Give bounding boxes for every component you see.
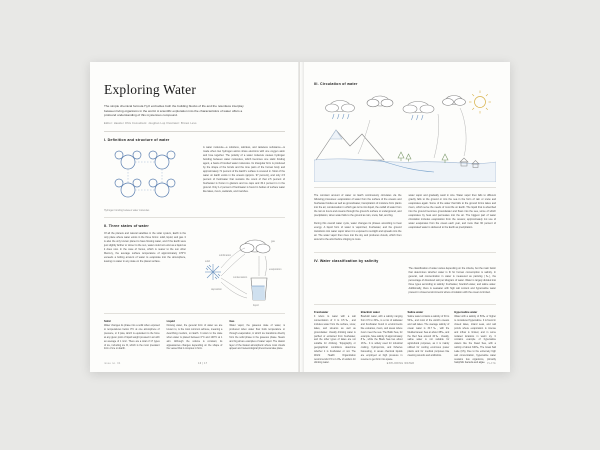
circulation-column-2 <box>409 194 497 247</box>
section-heading-salinity: IV. Water classification by salinity <box>314 258 379 263</box>
definition-figure-column <box>104 146 196 212</box>
terrain-shape <box>314 159 496 182</box>
footer-plate: PLATE <box>487 362 496 365</box>
state-title-gas: Gas <box>229 319 235 323</box>
sun-icon <box>469 91 491 114</box>
salinity-text-brackish: Brackish water, with a salinity ranging from 0.5 to 30‰, is a mix of saltwater and freshwater found in environments like estuaries, rivers, and areas where rivers meet the sea. The Baltic Sea, for example, have salinity of approximately 8‰, while the Black Sea lies about 18‰. It is widely used for industrial cooling, hydroponics, and fisheries harvesting, in areas chemical liquids are employed at high pressure in reverse to get form into space. <box>360 315 403 361</box>
figure-caption-molecule: Hydrogen bonding between water molecules <box>104 209 150 212</box>
cycle-arrows <box>358 108 466 158</box>
rain-icon <box>333 114 424 120</box>
section-heading-circulation: III. Circulation of water <box>314 82 358 86</box>
three-states-text-column <box>104 232 186 308</box>
salinity-title-hypersaline: Hypersaline water <box>454 310 478 314</box>
state-column-gas <box>229 320 285 354</box>
article-byline: Editor: Hassler Ohls Consultant: Joughan Lup Illustrator: Brown Levs <box>104 121 197 125</box>
salinity-text-saline: Saline water contains a salinity of 30 to 50‰, and most of the world's oceans and salt lakes. The average salinity of ocean water is 34.7‰, with the Mediterranean Sea at about 38‰, and the Red Sea around 40‰. Usually, saline water is not suitable for agricultural purposes, as it is mainly utilized for cooling enormous power plants and for medical purposes like cleaning wounds and antibiotics. <box>407 315 450 357</box>
salinity-lead-row <box>314 267 496 299</box>
cloud-icon-group <box>326 96 466 114</box>
section-heading-three-states: II. Three states of water <box>104 223 149 228</box>
salinity-lead-spacer <box>314 267 402 299</box>
definition-text-column <box>203 146 285 212</box>
circulation-paragraph-3: water vapor and gradually swell in size. Water vapor then falls to different gravity falls to the ground or into the sea in the form of rain or snow and evaporates again. Some of the water that falls to the ground forms lakes and rivers, which serve the needs of most life on Earth. The liquid that is absorbed into the ground becomes groundwater and flows into the sea, some of which evaporates by heat and permeates into the air. The biggest part of water circulation includes evaporation from the oceans; approximately 1st use of water evaporates from the ocean each year, and more than 90 percent of evaporated water is delivered to the Earth as precipitation. <box>408 194 496 230</box>
right-footer <box>314 362 496 365</box>
water-cycle-svg <box>314 90 496 182</box>
phase-diagram-svg <box>193 232 285 308</box>
magazine-spread <box>90 62 510 372</box>
left-footer <box>104 362 285 365</box>
salinity-title-saline: Saline water <box>407 310 424 314</box>
label-condensation: condensation <box>233 275 248 279</box>
circulation-paragraph-2: During this overall water cycle, water changes its phases according to heat energy. A liquid form of water is vaporized, freshwater, and the ground transitions into water vapor when it is exposed to sunlight and spreads into the air. The water vapor then rises into the sky and produces clouds, which then around to the wind before clinging to more <box>314 222 402 242</box>
molecule-diagram-svg <box>104 146 196 208</box>
label-deposition: deposition <box>211 287 222 291</box>
right-page <box>300 62 510 372</box>
state-title-liquid: Liquid <box>166 319 175 323</box>
state-text-solid: Water changes its phase into a solid when exposed to temperatures below 0°C at one atmosphere of pressure, or 0 psia, which is equivalent to the force at any given point of liquid weight pressed in air with an average of 1 mm². There are a total of 17 types of ice, including ice Ih, which is the most prevalent form of ice on Earth. <box>104 324 160 351</box>
footer-page-numbers: 16 | 17 <box>198 362 208 365</box>
salinity-text-freshwater: It refers to water with a salt concentration of 0 to 0.5‰, and includes water from the surface, snow, lakes, and streams as well as groundwater. Usually drinking water is purified or extracted from freshwater, and the other types of lakes are not suitable for drinking. Topography or geographical conditions determine whether it is freshwater or not. The World Health Organization recommends 0.5 to 1.0‰ of sodium for drinking water. <box>314 315 356 365</box>
divider-3 <box>104 313 285 314</box>
tree-icon-group <box>398 152 448 163</box>
salinity-text-hypersaline: Water with a salinity of 50‰ or higher is considered hypersaline. It is found in closed lakes, inland seas, and salt ponds where evaporation is intense and inflow is limited, and in some isolated locations in warm icy. It contains example of hypersaline waters like the Dead Sea, with a salinity of about 340‰, The Great Salt Lake (US), Due to the extremely high salt concentration, hypersaline water sustains few organisms, primarily halophilic bacteria and algae. <box>454 315 496 365</box>
salinity-title-brackish: Brackish water <box>360 310 380 314</box>
page-title: Exploring Water <box>104 82 197 97</box>
article-deck: The simple chemical formula H₂O embodies both the building blocks of life and the relentless interplay between living organisms in the world. A scientific exploration into the characteristics of water offers a profound understanding of this mysterious compound. <box>104 104 244 118</box>
salinity-column-saline <box>408 311 450 368</box>
label-solid: solid <box>205 259 210 263</box>
three-states-paragraph: Of all the planets and natural satellites in the solar system, Earth is the only place where water exists in the three forms: solid, liquid, and gas. It is also the only known planet to have flowing water, and if the Earth were just slightly farther or closer to the sun, water could not exist as a liquid as it does now. In the case of Venus, which is nearer to the sun other Mercury, the average surface temperature of approximately 470°C exceeds a boiling amount of water to evaporate into the atmosphere, leaving no water in any state on the planet surface. <box>104 231 186 264</box>
state-text-liquid: Flowing water, the general form of water we are known to, is the most common achieve, meaning a describing medium, on Earth. It refers to the state when water is placed between 0°C and 100°C at 1 atm. Although the volume is constant, its appearances changes depending on the shape of the vessel that it occupies in form. <box>166 324 223 351</box>
circulation-paragraph-1: The constant amount of water on Earth continuously circulates via the following processes: evaporation of water from the surface of the oceans and freshwater bodies as well as groundwater, transpiration of moisture from plants into the air, condensation in which gas turns into liquid, the outfall of water from the rain to rivers and oceans through the ground's surface or underground, and precipitation, when water falls to the ground as rain, snow, hail, and fog. <box>314 194 402 218</box>
water-cycle-figure <box>314 90 496 182</box>
circulation-columns <box>314 194 496 247</box>
divider-r3 <box>314 304 496 305</box>
salinity-column-freshwater <box>314 311 356 368</box>
salinity-lead-column <box>409 267 497 299</box>
label-evaporation: evaporation <box>269 267 282 271</box>
circulation-column-1 <box>314 194 402 247</box>
label-liquid: liquid <box>253 303 259 307</box>
divider <box>104 131 285 132</box>
state-text-gas: Water vapor, the gaseous state of water, is produced when water flow boils temperature or through evaporation, in which ice transitions directly from the solid phase in the gaseous phase. Steam and fog all are examples of water vapor. The classic layer of the fastest atmospheric where most clouds appear and meteorological phenomena take place. <box>229 324 286 351</box>
section-heading-definition: I. Definition and structure of water <box>104 137 170 142</box>
state-title-solid: Solid <box>104 319 111 323</box>
mountain-shape <box>316 130 384 160</box>
water-molecule-figure <box>104 146 196 208</box>
phase-change-figure <box>193 232 285 308</box>
salinity-lead-paragraph: The classification of water varies depending on the criteria, but the main factor that determines whether water is fit for human consumption is salinity. In general, salt concentration in water is measured as parts/kg (‰), the percentage of dissolved salt per kilogram of water. Water is largely divided into three types according to salinity: freshwater, brackish water, and saline water. Additionally, there is seawater with high salt content and hypersaline water present in closed environments where circulation with the ocean is limited. <box>408 266 496 294</box>
divider-2 <box>104 217 285 218</box>
three-states-figure-column <box>193 232 285 308</box>
states-columns <box>104 320 285 354</box>
salinity-title-freshwater: Freshwater <box>314 310 329 314</box>
divider-r1 <box>314 187 496 188</box>
salinity-columns <box>314 311 496 368</box>
left-page <box>90 62 300 372</box>
state-column-solid <box>104 320 160 354</box>
state-column-liquid <box>167 320 223 354</box>
label-sublimation: sublimation <box>219 253 232 257</box>
salinity-column-hypersaline <box>454 311 496 368</box>
definition-paragraph: A water molecule—a colorless, odorless, and tasteless substance—is made when two hydrogen atoms share electrons with one oxygen atom and fuse together. The polarity of a water molecule causes hydrogen bonding between water molecules, which becomes one static binding agent, a basis of bonded water molecules. Its triangular form is produced by the shape of the bonds and the lone pairs of the human body and approximately 71 percent of the Earth's surface is covered in. Most of the water on Earth exists in the oceans (approx. 97 percent), and only 2.5 percent of freshwater that sustains the count of that 2.5 percent of freshwater is frozen in glaciers and ice caps and 30.1 percent is in the ground. Only 1.2 percent of freshwater is found in bodies of surface water like lakes, rivers, wetlands, and marshes. <box>203 145 285 194</box>
label-gas: gas <box>271 239 275 243</box>
footer-article-name: EXPLORING WATER <box>386 362 415 365</box>
salinity-column-brackish <box>361 311 403 368</box>
divider-r2 <box>314 252 496 253</box>
footer-issue: issue no. 04 <box>104 362 121 365</box>
